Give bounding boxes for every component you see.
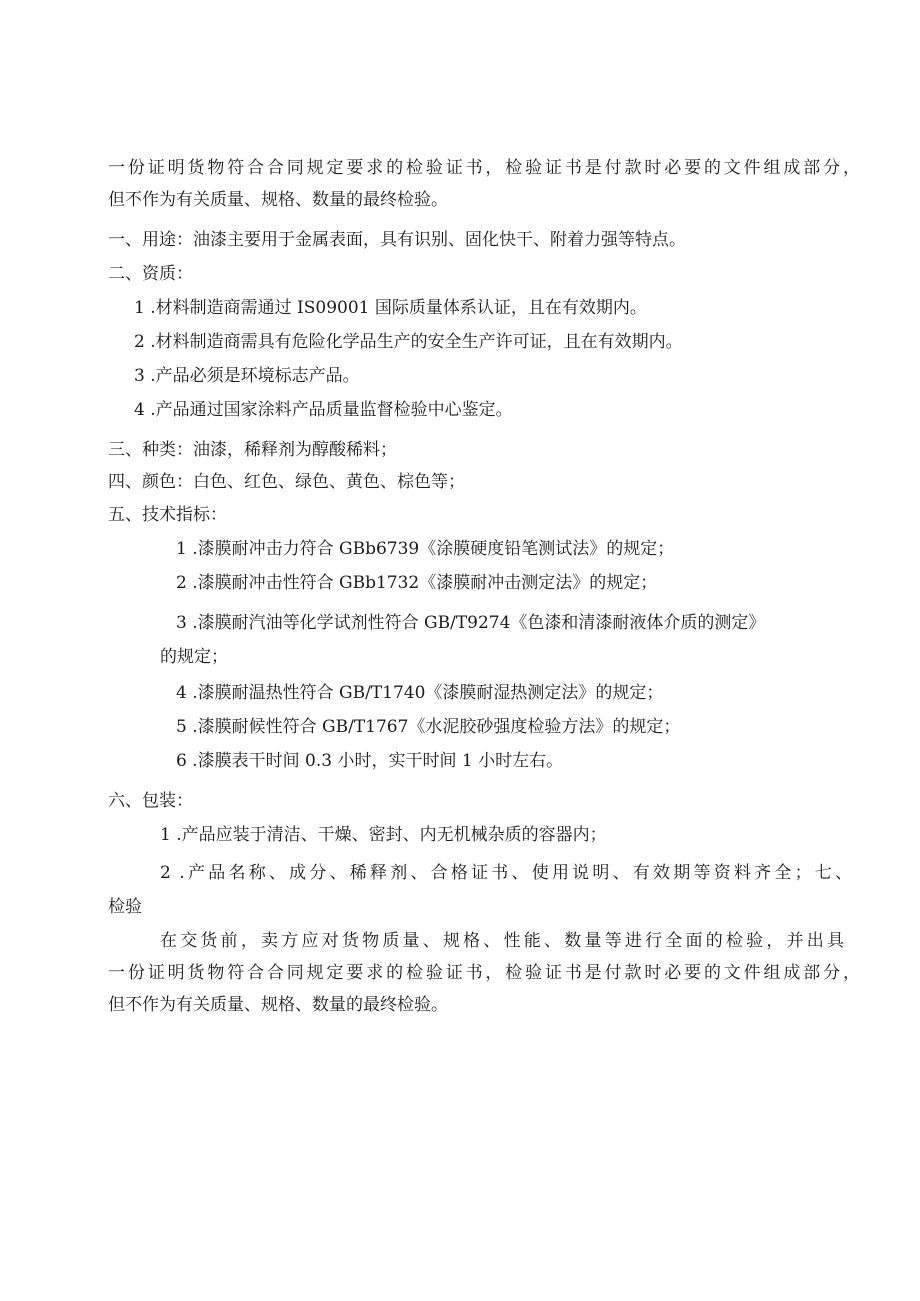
section-packaging-heading: 六、包装： <box>108 791 193 811</box>
tech-item-3-continued: 的规定； <box>160 647 228 667</box>
tech-item-6: 6 .漆膜表干时间 0.3 小时，实干时间 1 小时左右。 <box>176 751 564 771</box>
tech-item-3: 3 .漆膜耐汽油等化学试剂性符合 GB/T9274《色漆和清漆耐液体介质的测定》 <box>176 613 766 633</box>
section-qualification-heading: 二、资质： <box>108 264 193 284</box>
intro-line-2: 但不作为有关质量、规格、数量的最终检验。 <box>108 190 448 210</box>
intro-line-1: 一份证明货物符合合同规定要求的检验证书，检验证书是付款时必要的文件组成部分， <box>108 158 860 178</box>
tech-item-5: 5 .漆膜耐候性符合 GB/T1767《水泥胶砂强度检验方法》的规定； <box>176 717 681 737</box>
tech-item-4: 4 .漆膜耐温热性符合 GB/T1740《漆膜耐湿热测定法》的规定； <box>176 683 664 703</box>
packaging-item-1: 1 .产品应装于清洁、干燥、密封、内无机械杂质的容器内； <box>160 825 607 845</box>
section-type: 三、种类：油漆，稀释剂为醇酸稀料； <box>108 440 397 460</box>
section-color: 四、颜色：白色、红色、绿色、黄色、棕色等； <box>108 472 465 492</box>
closing-line-2: 一份证明货物符合合同规定要求的检验证书，检验证书是付款时必要的文件组成部分， <box>108 963 860 983</box>
section-tech-heading: 五、技术指标： <box>108 505 227 525</box>
tech-item-2: 2 .漆膜耐冲击性符合 GBb1732《漆膜耐冲击测定法》的规定； <box>176 573 658 593</box>
closing-line-1: 在交货前，卖方应对货物质量、规格、性能、数量等进行全面的检验，并出具 <box>160 931 844 951</box>
qualification-item-3: 3 .产品必须是环境标志产品。 <box>134 366 360 386</box>
qualification-item-2: 2 .材料制造商需具有危险化学品生产的安全生产许可证，且在有效期内。 <box>134 332 683 352</box>
packaging-item-2-continued: 检验 <box>108 897 142 917</box>
qualification-item-4: 4 .产品通过国家涂料产品质量监督检验中心鉴定。 <box>134 400 513 420</box>
tech-item-1: 1 .漆膜耐冲击力符合 GBb6739《涂膜硬度铅笔测试法》的规定； <box>176 539 675 559</box>
closing-line-3: 但不作为有关质量、规格、数量的最终检验。 <box>108 995 448 1015</box>
packaging-item-2: 2 .产品名称、成分、稀释剂、合格证书、使用说明、有效期等资料齐全；七、 <box>160 863 852 883</box>
section-usage: 一、用途：油漆主要用于金属表面，具有识别、固化快干、附着力强等特点。 <box>108 230 686 250</box>
qualification-item-1: 1 .材料制造商需通过 IS09001 国际质量体系认证，且在有效期内。 <box>134 298 647 318</box>
